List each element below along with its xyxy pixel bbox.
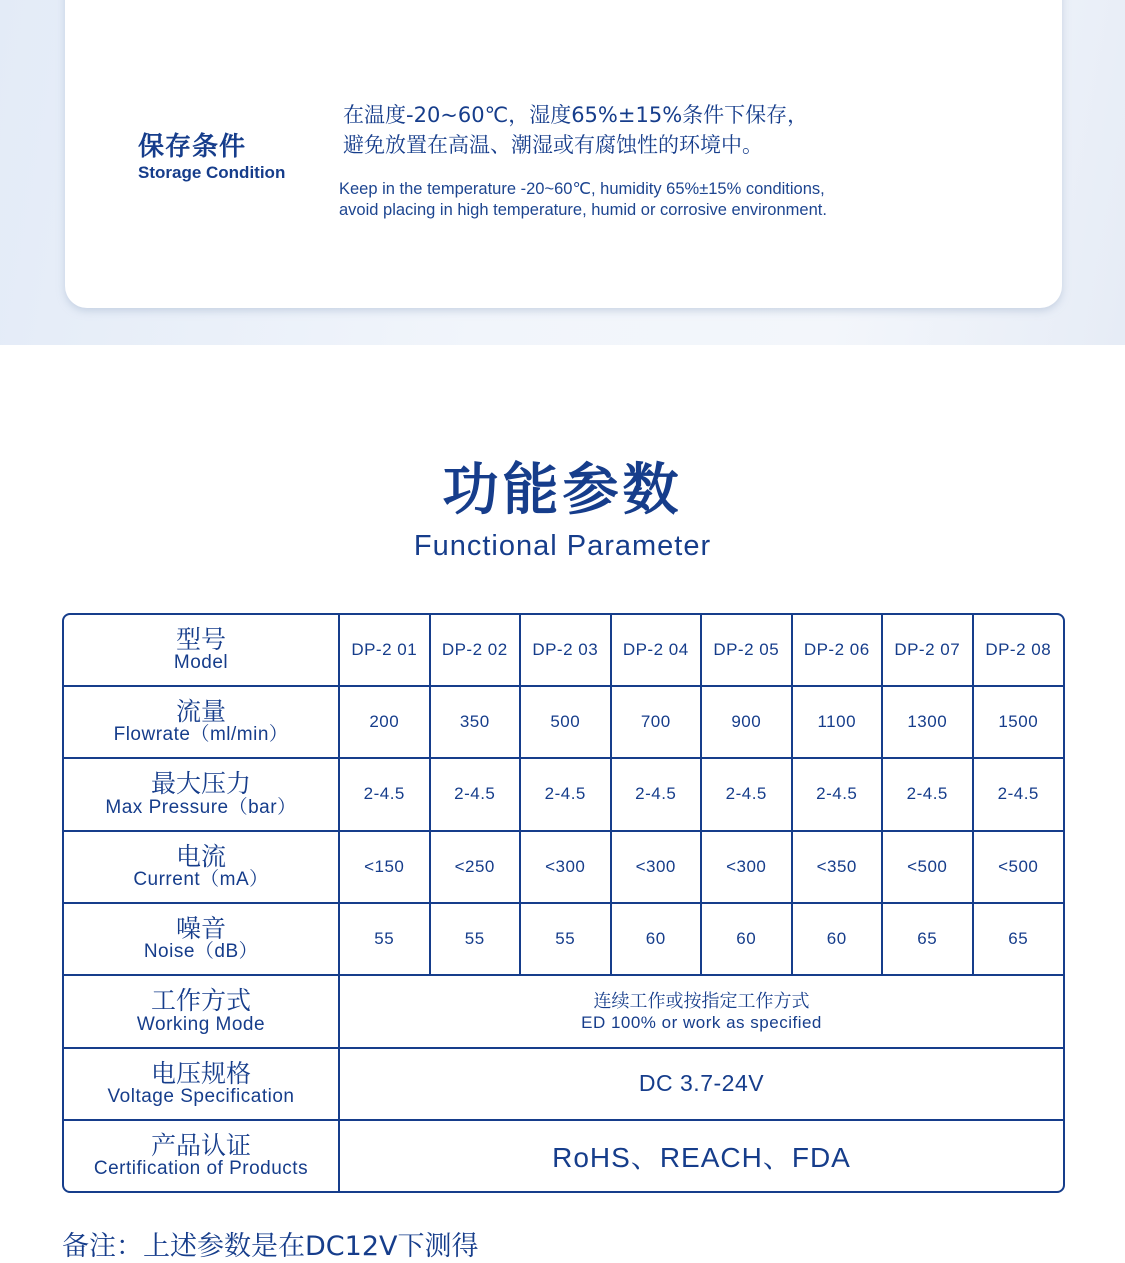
row-header	[64, 758, 339, 830]
row-header-zh: 最大压力	[150, 769, 251, 799]
table-cell: DP-2 05	[701, 615, 792, 686]
table-cell: DP-2 02	[430, 615, 521, 686]
row-header	[64, 975, 339, 1047]
table-cell: 55	[430, 903, 521, 975]
section-title-en: Functional Parameter	[413, 530, 712, 562]
footnote: 备注：上述参数是在DC12V下测得	[62, 1231, 479, 1262]
table-row	[64, 615, 1063, 686]
table-row	[64, 903, 1063, 975]
table-cell: DP-2 03	[520, 615, 611, 686]
working-mode-value-zh: 连续工作或按指定工作方式	[593, 990, 810, 1012]
row-header-en: Current（mA）	[133, 868, 269, 890]
table-cell: 55	[520, 903, 611, 975]
top-band	[0, 0, 1125, 345]
certification-value: RoHS、REACH、FDA	[339, 1120, 1063, 1191]
storage-desc-en-line2: avoid placing in high temperature, humid or corrosive environment.	[339, 201, 827, 219]
table-cell: DP-2 04	[611, 615, 702, 686]
storage-condition-title-zh: 保存条件	[138, 132, 247, 162]
table-cell: 2-4.5	[882, 758, 973, 830]
table-cell: 2-4.5	[430, 758, 521, 830]
table-cell: 2-4.5	[973, 758, 1064, 830]
row-header	[64, 1120, 339, 1191]
row-header-en: Flowrate（ml/min）	[113, 724, 289, 746]
table-cell: <300	[701, 831, 792, 903]
table-cell: 65	[882, 903, 973, 975]
row-header	[64, 903, 339, 975]
row-header-zh: 产品认证	[150, 1130, 251, 1160]
table-row	[64, 831, 1063, 903]
table-cell: 900	[701, 686, 792, 758]
row-header-en: Voltage Specification	[107, 1086, 295, 1108]
table-row	[64, 758, 1063, 830]
table-cell: 500	[520, 686, 611, 758]
row-header-en: Noise（dB）	[143, 941, 259, 963]
table-cell: <250	[430, 831, 521, 903]
table-row-voltage	[64, 1048, 1063, 1120]
table-cell: <500	[882, 831, 973, 903]
section-title-zh: 功能参数	[442, 458, 683, 523]
storage-condition-desc-zh	[343, 100, 1043, 160]
table-cell: 60	[701, 903, 792, 975]
parameter-table	[62, 613, 1065, 1193]
table-row-working-mode	[64, 975, 1063, 1047]
row-header-zh: 工作方式	[150, 986, 251, 1016]
storage-desc-zh-line2: 避免放置在高温、潮湿或有腐蚀性的环境中。	[343, 133, 763, 157]
storage-condition-desc-en	[339, 179, 1059, 221]
table-cell: 2-4.5	[339, 758, 430, 830]
storage-desc-zh-line1: 在温度-20~60℃，湿度65%±15%条件下保存，	[343, 103, 809, 127]
table-cell: 700	[611, 686, 702, 758]
storage-desc-en-line1: Keep in the temperature -20~60℃, humidity 65%±15% conditions,	[339, 180, 825, 198]
table-cell: 60	[792, 903, 883, 975]
table-cell: DP-2 07	[882, 615, 973, 686]
row-header-en: Working Mode	[136, 1013, 266, 1035]
table-cell: 2-4.5	[520, 758, 611, 830]
table-cell: 1100	[792, 686, 883, 758]
table-cell: <300	[520, 831, 611, 903]
row-header	[64, 1048, 339, 1120]
row-header-zh: 噪音	[175, 914, 226, 944]
row-header	[64, 831, 339, 903]
table-cell: 200	[339, 686, 430, 758]
working-mode-value	[339, 975, 1063, 1047]
table-cell: 2-4.5	[701, 758, 792, 830]
row-header-zh: 型号	[175, 624, 226, 654]
table-row-certification	[64, 1120, 1063, 1191]
table-cell: 1500	[973, 686, 1064, 758]
table-cell: <500	[973, 831, 1064, 903]
working-mode-value-en: ED 100% or work as specified	[581, 1012, 822, 1032]
row-header	[64, 615, 339, 686]
table-cell: 60	[611, 903, 702, 975]
table-cell: 65	[973, 903, 1064, 975]
storage-condition-title-en: Storage Condition	[138, 163, 286, 182]
table-cell: 2-4.5	[792, 758, 883, 830]
row-header-en: Certification of Products	[93, 1158, 309, 1180]
table-cell: <300	[611, 831, 702, 903]
table-cell: DP-2 01	[339, 615, 430, 686]
voltage-value: DC 3.7-24V	[339, 1048, 1063, 1120]
table-cell: 55	[339, 903, 430, 975]
table-row	[64, 686, 1063, 758]
row-header-zh: 电压规格	[150, 1058, 251, 1088]
table-cell: <350	[792, 831, 883, 903]
row-header	[64, 686, 339, 758]
table-cell: 2-4.5	[611, 758, 702, 830]
table-cell: <150	[339, 831, 430, 903]
table-cell: DP-2 06	[792, 615, 883, 686]
table-cell: 1300	[882, 686, 973, 758]
row-header-en: Model	[173, 652, 229, 674]
row-header-zh: 流量	[175, 696, 226, 726]
row-header-zh: 电流	[175, 841, 226, 871]
table-cell: DP-2 08	[973, 615, 1064, 686]
row-header-en: Max Pressure（bar）	[105, 796, 297, 818]
table-cell: 350	[430, 686, 521, 758]
